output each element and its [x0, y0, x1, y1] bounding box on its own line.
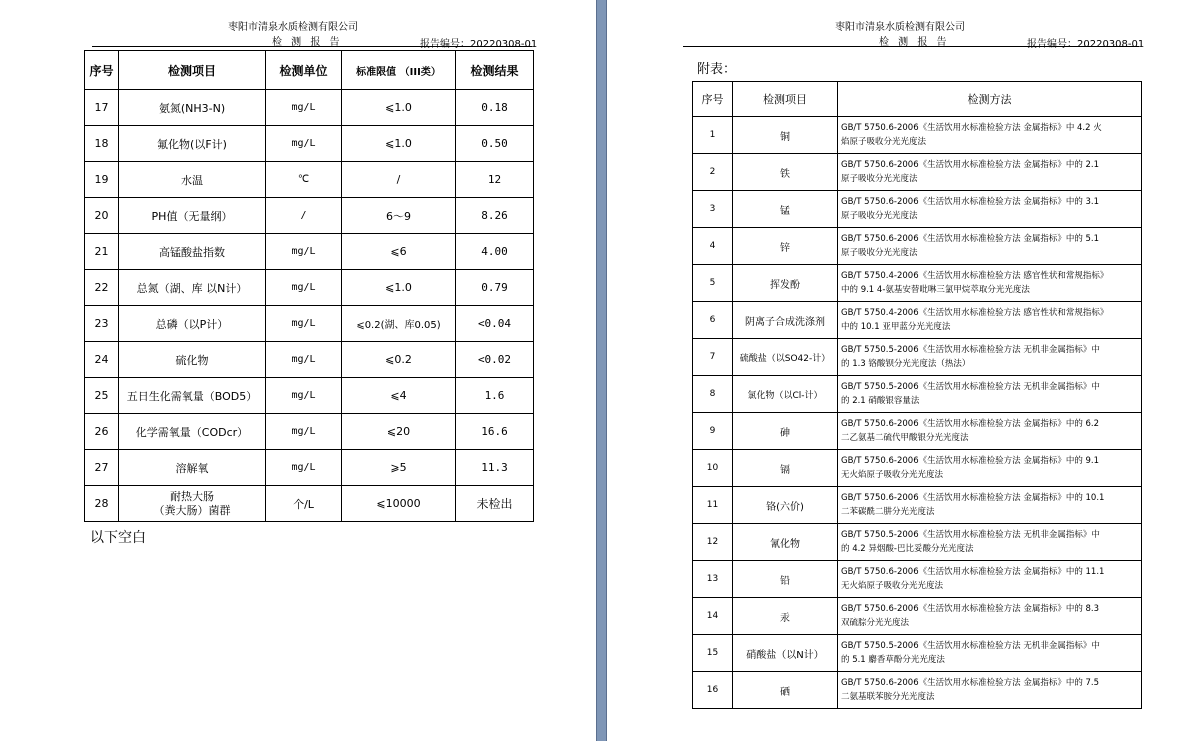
table-row — [693, 117, 1142, 154]
row-no: 14 — [693, 598, 733, 635]
col-header-item: 检测项目 — [119, 51, 266, 90]
row-method — [838, 302, 1142, 339]
row-no: 24 — [85, 342, 119, 378]
row-no: 13 — [693, 561, 733, 598]
table-row — [85, 90, 534, 126]
row-no: 12 — [693, 524, 733, 561]
table-row — [693, 302, 1142, 339]
results-table — [84, 50, 534, 522]
row-unit: / — [266, 198, 342, 234]
table-row — [693, 413, 1142, 450]
row-method — [838, 228, 1142, 265]
row-item — [119, 486, 266, 522]
row-item: 汞 — [733, 598, 838, 635]
row-no: 27 — [85, 450, 119, 486]
row-item: PH值（无量纲） — [119, 198, 266, 234]
row-unit: mg/L — [266, 450, 342, 486]
row-no: 26 — [85, 414, 119, 450]
col-header-item: 检测项目 — [733, 82, 838, 117]
row-unit: mg/L — [266, 306, 342, 342]
method-line1: GB/T 5750.6-2006《生活饮用水标准检验方法 金属指标》中的 10.1 — [841, 493, 1105, 503]
row-no: 20 — [85, 198, 119, 234]
method-line2: 焰原子吸收分光光度法 — [841, 137, 927, 147]
row-limit: ⩽20 — [342, 414, 456, 450]
table-row — [693, 487, 1142, 524]
table-header-row — [693, 82, 1142, 117]
report-title: 检 测 报 告 — [272, 37, 343, 48]
row-item: 氨氮(NH3-N) — [119, 90, 266, 126]
row-result: 12 — [456, 162, 534, 198]
method-line2: 无火焰原子吸收分光光度法 — [841, 470, 944, 480]
table-row — [693, 561, 1142, 598]
table-row — [693, 191, 1142, 228]
method-line1: GB/T 5750.6-2006《生活饮用水标准检验方法 金属指标》中的 3.1 — [841, 197, 1100, 207]
row-item: 氟化物(以F计) — [119, 126, 266, 162]
row-unit: mg/L — [266, 414, 342, 450]
page-gutter — [596, 0, 607, 741]
row-unit: 个/L — [266, 486, 342, 522]
row-result: 8.26 — [456, 198, 534, 234]
row-result: 未检出 — [456, 486, 534, 522]
method-line2: 的 5.1 麝香草酚分光光度法 — [841, 655, 945, 665]
row-item: 挥发酚 — [733, 265, 838, 302]
row-no: 9 — [693, 413, 733, 450]
row-limit: ⩽6 — [342, 234, 456, 270]
row-method — [838, 487, 1142, 524]
row-item: 铜 — [733, 117, 838, 154]
row-limit: ⩽1.0 — [342, 90, 456, 126]
table-row — [693, 154, 1142, 191]
row-method — [838, 561, 1142, 598]
row-item: 砷 — [733, 413, 838, 450]
row-limit: ⩽1.0 — [342, 126, 456, 162]
row-no: 10 — [693, 450, 733, 487]
row-item: 锌 — [733, 228, 838, 265]
method-line1: GB/T 5750.4-2006《生活饮用水标准检验方法 感官性状和常规指标》 — [841, 271, 1109, 281]
table-row — [85, 306, 534, 342]
row-item: 铅 — [733, 561, 838, 598]
table-row — [693, 376, 1142, 413]
table-row — [693, 265, 1142, 302]
row-unit: mg/L — [266, 126, 342, 162]
row-method — [838, 191, 1142, 228]
col-header-no: 序号 — [693, 82, 733, 117]
row-result: 0.79 — [456, 270, 534, 306]
row-limit: / — [342, 162, 456, 198]
method-line1: GB/T 5750.4-2006《生活饮用水标准检验方法 感官性状和常规指标》 — [841, 308, 1109, 318]
row-method — [838, 672, 1142, 709]
row-no: 15 — [693, 635, 733, 672]
method-line2: 二乙氨基二硫代甲酸银分光光度法 — [841, 433, 969, 443]
row-unit: ℃ — [266, 162, 342, 198]
method-line2: 中的 10.1 亚甲蓝分光光度法 — [841, 322, 951, 332]
row-no: 2 — [693, 154, 733, 191]
row-no: 28 — [85, 486, 119, 522]
row-item: 阴离子合成洗涤剂 — [733, 302, 838, 339]
row-item-line1: 耐热大肠 — [170, 489, 214, 503]
report-number: 报告编号：20220308-01 — [420, 39, 538, 50]
row-no: 3 — [693, 191, 733, 228]
company-name: 枣阳市清泉水质检测有限公司 — [835, 22, 965, 33]
row-no: 16 — [693, 672, 733, 709]
header-rule — [92, 46, 532, 47]
method-line2: 二氨基联苯胺分光光度法 — [841, 692, 935, 702]
row-limit: ⩽1.0 — [342, 270, 456, 306]
col-header-no: 序号 — [85, 51, 119, 90]
row-result: <0.04 — [456, 306, 534, 342]
col-header-unit: 检测单位 — [266, 51, 342, 90]
report-page-right — [607, 0, 1204, 741]
method-line2: 二苯碳酰二肼分光光度法 — [841, 507, 935, 517]
row-item: 溶解氧 — [119, 450, 266, 486]
method-line1: GB/T 5750.6-2006《生活饮用水标准检验方法 金属指标》中的 5.1 — [841, 234, 1100, 244]
row-no: 25 — [85, 378, 119, 414]
row-no: 5 — [693, 265, 733, 302]
row-method — [838, 413, 1142, 450]
table-row — [85, 414, 534, 450]
row-unit: mg/L — [266, 378, 342, 414]
row-unit: mg/L — [266, 342, 342, 378]
row-result: 4.00 — [456, 234, 534, 270]
method-line1: GB/T 5750.6-2006《生活饮用水标准检验方法 金属指标》中的 6.2 — [841, 419, 1100, 429]
row-item: 五日生化需氧量（BOD5） — [119, 378, 266, 414]
blank-below-note: 以下空白 — [90, 530, 146, 546]
row-no: 7 — [693, 339, 733, 376]
company-name: 枣阳市清泉水质检测有限公司 — [228, 22, 358, 33]
method-line2: 原子吸收分光光度法 — [841, 174, 918, 184]
col-header-result: 检测结果 — [456, 51, 534, 90]
row-limit: ⩾5 — [342, 450, 456, 486]
method-line2: 的 2.1 硝酸银容量法 — [841, 396, 920, 406]
row-method — [838, 117, 1142, 154]
table-row — [693, 598, 1142, 635]
attachment-title: 附表： — [697, 62, 737, 77]
row-item: 氯化物（以Cl-计） — [733, 376, 838, 413]
row-result: 1.6 — [456, 378, 534, 414]
row-item: 铬(六价) — [733, 487, 838, 524]
row-no: 19 — [85, 162, 119, 198]
row-method — [838, 154, 1142, 191]
row-item: 镉 — [733, 450, 838, 487]
table-row — [85, 162, 534, 198]
table-row — [693, 228, 1142, 265]
row-result: 11.3 — [456, 450, 534, 486]
method-line2: 的 1.3 铬酸钡分光光度法（热法） — [841, 359, 971, 369]
row-item: 锰 — [733, 191, 838, 228]
row-item-line2: （粪大肠）菌群 — [153, 503, 231, 517]
row-item: 氰化物 — [733, 524, 838, 561]
table-row — [85, 234, 534, 270]
table-header-row — [85, 51, 534, 90]
table-row — [85, 342, 534, 378]
row-item: 水温 — [119, 162, 266, 198]
header-rule — [683, 46, 1139, 47]
row-unit: mg/L — [266, 234, 342, 270]
method-line1: GB/T 5750.6-2006《生活饮用水标准检验方法 金属指标》中的 9.1 — [841, 456, 1100, 466]
table-row — [85, 198, 534, 234]
row-no: 23 — [85, 306, 119, 342]
method-line2: 的 4.2 异烟酸-巴比妥酸分光光度法 — [841, 544, 974, 554]
method-line1: GB/T 5750.5-2006《生活饮用水标准检验方法 无机非金属指标》中 — [841, 382, 1100, 392]
table-row — [693, 635, 1142, 672]
method-line2: 原子吸收分光光度法 — [841, 211, 918, 221]
row-item: 总氮（湖、库 以N计） — [119, 270, 266, 306]
col-header-method: 检测方法 — [838, 82, 1142, 117]
table-row — [85, 126, 534, 162]
row-no: 6 — [693, 302, 733, 339]
row-limit: 6～9 — [342, 198, 456, 234]
row-unit: mg/L — [266, 270, 342, 306]
row-item: 总磷（以P计） — [119, 306, 266, 342]
table-row — [693, 450, 1142, 487]
method-line1: GB/T 5750.5-2006《生活饮用水标准检验方法 无机非金属指标》中 — [841, 345, 1100, 355]
table-row — [693, 672, 1142, 709]
method-line2: 原子吸收分光光度法 — [841, 248, 918, 258]
report-title: 检 测 报 告 — [879, 37, 950, 48]
method-line1: GB/T 5750.5-2006《生活饮用水标准检验方法 无机非金属指标》中 — [841, 530, 1100, 540]
method-line2: 双硫腙分光光度法 — [841, 618, 910, 628]
row-item: 高锰酸盐指数 — [119, 234, 266, 270]
row-limit: ⩽4 — [342, 378, 456, 414]
methods-table — [692, 81, 1142, 709]
table-row — [693, 339, 1142, 376]
row-method — [838, 598, 1142, 635]
col-header-limit: 标准限值 （III类） — [342, 51, 456, 90]
row-no: 18 — [85, 126, 119, 162]
row-item: 硝酸盐（以N计） — [733, 635, 838, 672]
method-line1: GB/T 5750.5-2006《生活饮用水标准检验方法 无机非金属指标》中 — [841, 641, 1100, 651]
report-page-left — [0, 0, 596, 741]
method-line2: 无火焰原子吸收分光光度法 — [841, 581, 944, 591]
row-item: 化学需氧量（CODcr） — [119, 414, 266, 450]
row-unit: mg/L — [266, 90, 342, 126]
row-method — [838, 524, 1142, 561]
row-no: 21 — [85, 234, 119, 270]
row-result: 16.6 — [456, 414, 534, 450]
row-method — [838, 635, 1142, 672]
method-line1: GB/T 5750.6-2006《生活饮用水标准检验方法 金属指标》中的 8.3 — [841, 604, 1100, 614]
row-result: 0.50 — [456, 126, 534, 162]
row-limit: ⩽0.2 — [342, 342, 456, 378]
row-no: 1 — [693, 117, 733, 154]
row-item: 铁 — [733, 154, 838, 191]
row-result: 0.18 — [456, 90, 534, 126]
method-line1: GB/T 5750.6-2006《生活饮用水标准检验方法 金属指标》中的 11.1 — [841, 567, 1105, 577]
row-no: 17 — [85, 90, 119, 126]
table-row — [693, 524, 1142, 561]
report-number: 报告编号：20220308-01 — [1027, 39, 1145, 50]
table-row — [85, 450, 534, 486]
method-line1: GB/T 5750.6-2006《生活饮用水标准检验方法 金属指标》中的 2.1 — [841, 160, 1100, 170]
row-method — [838, 265, 1142, 302]
row-item: 硫化物 — [119, 342, 266, 378]
row-limit: ⩽0.2(湖、库0.05) — [342, 306, 456, 342]
row-limit: ⩽10000 — [342, 486, 456, 522]
row-method — [838, 450, 1142, 487]
row-no: 11 — [693, 487, 733, 524]
row-no: 8 — [693, 376, 733, 413]
row-method — [838, 376, 1142, 413]
method-line2: 中的 9.1 4-氨基安替吡啉三氯甲烷萃取分光光度法 — [841, 285, 1030, 295]
table-row — [85, 378, 534, 414]
table-row — [85, 486, 534, 522]
row-result: <0.02 — [456, 342, 534, 378]
method-line1: GB/T 5750.6-2006《生活饮用水标准检验方法 金属指标》中 4.2 火 — [841, 123, 1102, 133]
row-item: 硫酸盐（以SO42-计） — [733, 339, 838, 376]
method-line1: GB/T 5750.6-2006《生活饮用水标准检验方法 金属指标》中的 7.5 — [841, 678, 1100, 688]
row-item: 硒 — [733, 672, 838, 709]
row-no: 22 — [85, 270, 119, 306]
row-method — [838, 339, 1142, 376]
row-no: 4 — [693, 228, 733, 265]
table-row — [85, 270, 534, 306]
